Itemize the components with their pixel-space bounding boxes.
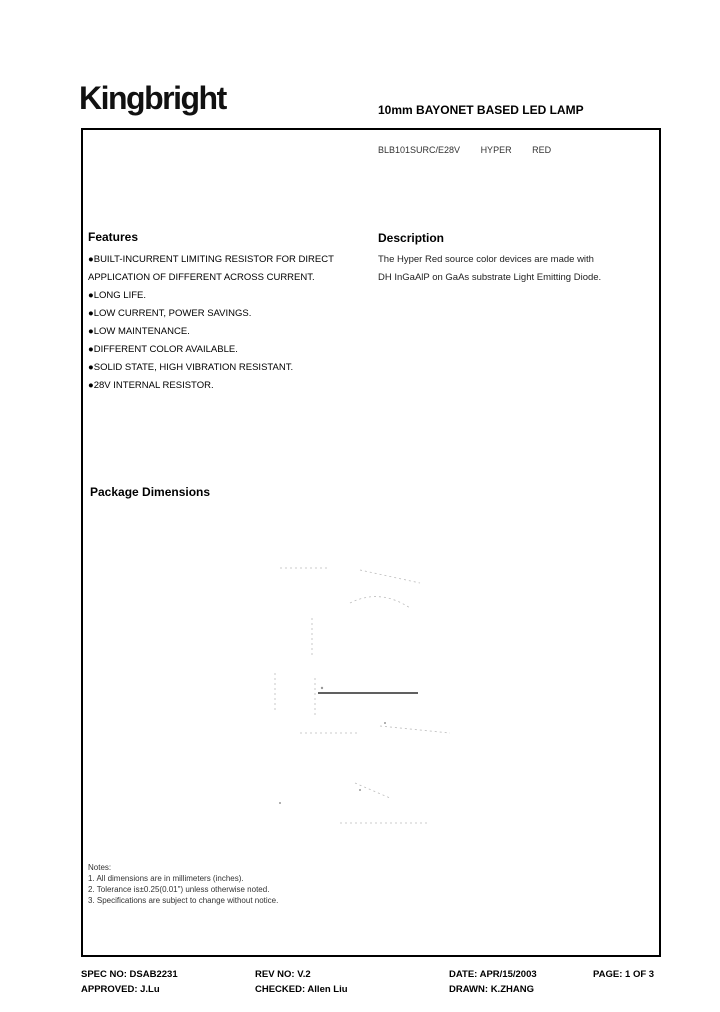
dimension-mark [321,687,323,689]
description-line: DH InGaAlP on GaAs substrate Light Emitting Diode. [378,272,602,283]
feature-item: ●LOW CURRENT, POWER SAVINGS. [88,308,252,319]
lens-outline [350,597,410,608]
package-dimensions-heading: Package Dimensions [90,485,211,499]
note-line: 1. All dimensions are in millimeters (inches). [88,874,244,883]
feature-item: ●LONG LIFE. [88,290,147,301]
features-heading: Features [88,230,139,244]
approved-by: APPROVED: J.Lu [81,984,160,995]
notes-block [88,862,278,906]
description-line: The Hyper Red source color devices are made with [378,254,594,265]
brand-logo: Kingbright [79,80,226,116]
dimension-line [360,570,420,583]
emitting-color-1: HYPER [480,145,512,155]
dimension-mark [279,802,281,804]
dimension-line [380,726,450,733]
emitting-color-2: RED [532,145,552,155]
package-drawing [260,548,480,838]
revision-number: REV NO: V.2 [255,969,311,980]
description-text [378,251,648,287]
part-number: BLB101SURC/E28V [378,145,461,155]
page-indicator: PAGE: 1 OF 3 [593,969,655,980]
part-number-line [378,145,569,155]
feature-item: ●28V INTERNAL RESISTOR. [88,380,214,391]
description-heading: Description [378,231,445,245]
checked-by: CHECKED: Allen Liu [255,984,348,995]
drawn-by: DRAWN: K.ZHANG [449,984,534,995]
document-title: 10mm BAYONET BASED LED LAMP [378,103,584,117]
feature-item: APPLICATION OF DIFFERENT ACROSS CURRENT. [88,272,315,283]
feature-item: ●DIFFERENT COLOR AVAILABLE. [88,344,238,355]
dimension-mark [359,789,361,791]
feature-item: ●SOLID STATE, HIGH VIBRATION RESISTANT. [88,362,294,373]
note-line: 2. Tolerance is±0.25(0.01") unless otherwise noted. [88,885,270,894]
spec-date: DATE: APR/15/2003 [449,969,537,980]
features-list [88,251,368,395]
feature-item: ●LOW MAINTENANCE. [88,326,190,337]
notes-heading: Notes: [88,863,112,872]
spec-number: SPEC NO: DSAB2231 [81,969,178,980]
dimension-mark [384,722,386,724]
note-line: 3. Specifications are subject to change without notice. [88,896,279,905]
feature-item: ●BUILT-INCURRENT LIMITING RESISTOR FOR DIRECT [88,254,334,265]
